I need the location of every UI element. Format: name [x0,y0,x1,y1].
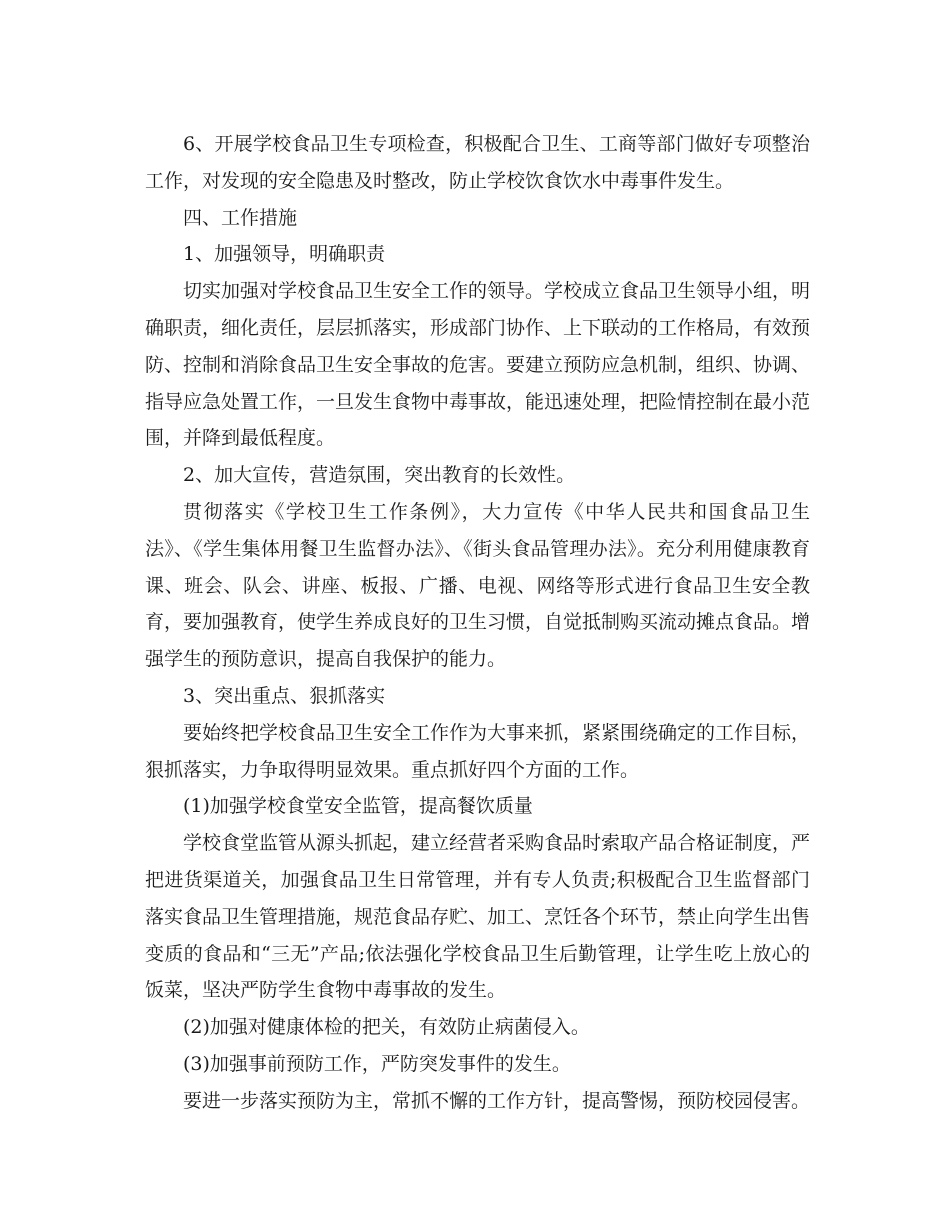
document-body [145,126,810,1120]
paragraph-canteen: 学校食堂监管从源头抓起，建立经营者采购食品时索取产品合格证制度，严把进货渠道关，加强食品卫生日常管理，并有专人负责;积极配合卫生监督部门落实食品卫生管理措施，规范食品存贮、加工、烹饪各个环节，禁止向学生出售变质的食品和“三无”产品;依法强化学校食品卫生后勤管理，让学生吃上放心的饭菜，坚决严防学生食物中毒事故的发生。 [145,832,811,1002]
paragraph-key-points: 要始终把学校食品卫生安全工作作为大事来抓，紧紧围绕确定的工作目标，狠抓落实，力争取得明显效果。重点抓好四个方面的工作。 [145,721,811,781]
paragraph-1: 6、开展学校食品卫生专项检查，积极配合卫生、工商等部门做好专项整治工作，对发现的安全隐患及时整改，防止学校饮食饮水中毒事件发生。 [145,133,810,192]
paragraph-publicity: 贯彻落实《学校卫生工作条例》，大力宣传《中华人民共和国食品卫生法》、《学生集体用餐卫生监督办法》、《街头食品管理办法》。充分利用健康教育课、班会、队会、讲座、板报、广播、电视、网络等形式进行食品卫生安全教育，要加强教育，使学生养成良好的卫生习惯，自觉抵制购买流动摊点食品。增强学生的预防意识，提高自我保护的能力。 [145,500,811,671]
subheading-key-points: 3、突出重点、狠抓落实 [183,684,386,707]
paragraph-prevention: 要进一步落实预防为主，常抓不懈的工作方针，提高警惕，预防校园侵害。 [183,1089,811,1112]
item-canteen-heading: (1)加强学校食堂安全监管，提高餐饮质量 [183,795,533,818]
paragraph-leadership: 切实加强对学校食品卫生安全工作的领导。学校成立食品卫生领导小组，明确职责，细化责任，层层抓落实，形成部门协作、上下联动的工作格局，有效预防、控制和消除食品卫生安全事故的危害。要建立预防应急机制，组织、协调、指导应急处置工作，一旦发生食物中毒事故，能迅速处理，把险情控制在最小范围，并降到最低程度。 [145,280,811,450]
section-heading-measures: 四、工作措施 [183,206,298,229]
item-prevention: (3)加强事前预防工作，严防突发事件的发生。 [183,1052,571,1075]
subheading-publicity: 2、加大宣传，营造氛围，突出教育的长效性。 [183,464,576,487]
subheading-leadership: 1、加强领导，明确职责 [183,243,386,266]
item-health-check: (2)加强对健康体检的把关，有效防止病菌侵入。 [183,1016,590,1039]
